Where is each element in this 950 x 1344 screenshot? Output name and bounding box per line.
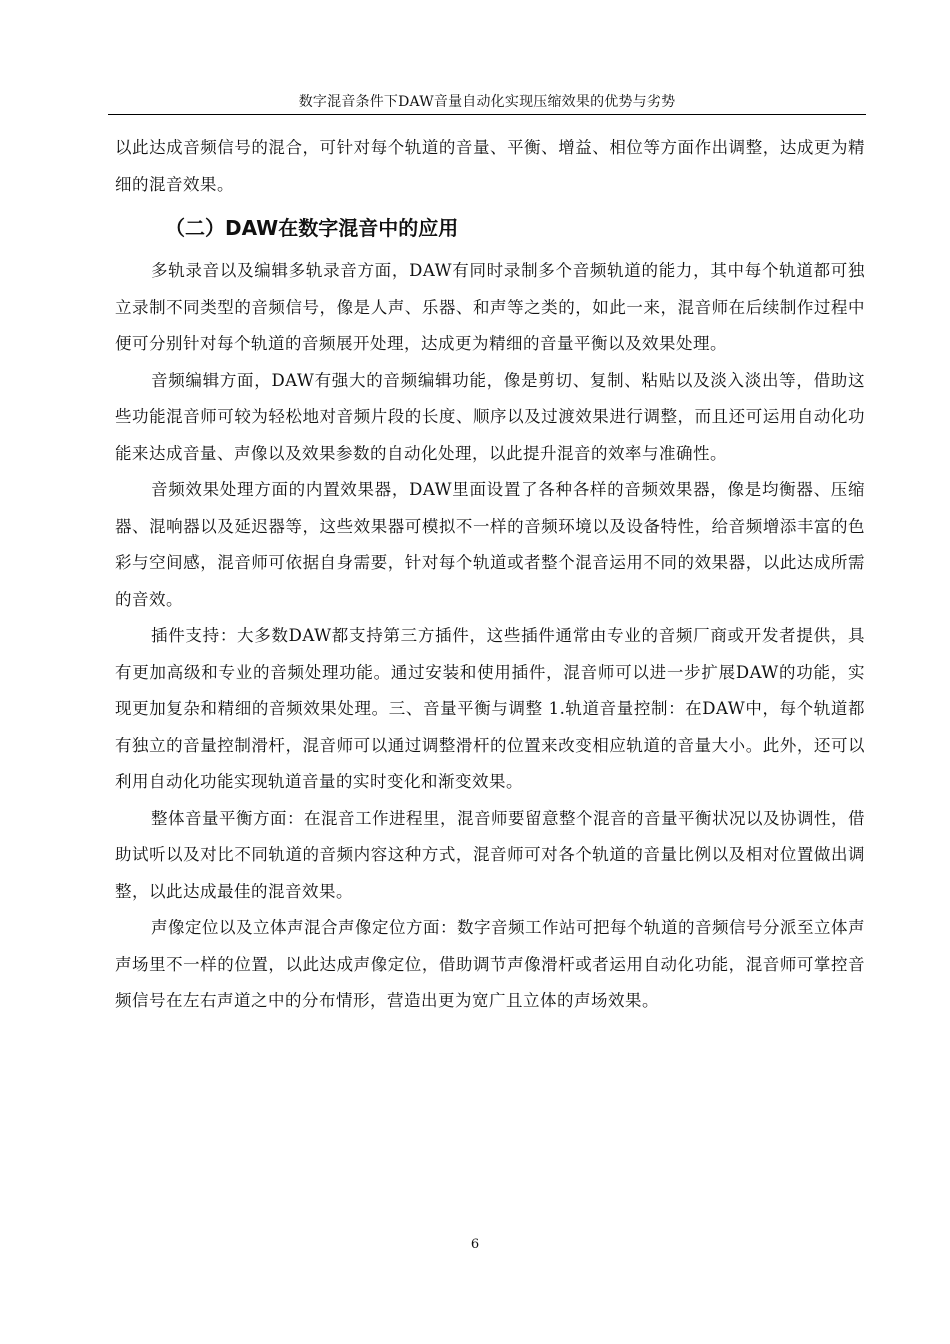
- body-text: [115, 130, 865, 1020]
- header-rule: [108, 114, 866, 115]
- paragraph-plugins: 插件支持：大多数DAW都支持第三方插件，这些插件通常由专业的音频厂商或开发者提供，具有更加高级和专业的音频处理功能。通过安装和使用插件，混音师可以进一步扩展DAW的功能，实现更加复杂和精细的音频效果处理。三、音量平衡与调整 1.轨道音量控制：在DAW中，每个轨道都有独立的音量控制滑杆，混音师可以通过调整滑杆的位置来改变相应轨道的音量大小。此外，还可以利用自动化功能实现轨道音量的实时变化和渐变效果。: [115, 626, 865, 791]
- section-heading: （二）DAW在数字混音中的应用: [165, 216, 459, 240]
- page-number: 6: [470, 1237, 480, 1252]
- intro-paragraph: 以此达成音频信号的混合，可针对每个轨道的音量、平衡、增益、相位等方面作出调整，达成更为精细的混音效果。: [115, 138, 865, 194]
- running-header: 数字混音条件下DAW音量自动化实现压缩效果的优势与劣势: [298, 94, 676, 110]
- paragraph-volume-balance: 整体音量平衡方面：在混音工作进程里，混音师要留意整个混音的音量平衡状况以及协调性，借助试听以及对比不同轨道的音频内容这种方式，混音师可对各个轨道的音量比例以及相对位置做出调整，以此达成最佳的混音效果。: [115, 808, 865, 901]
- paragraph-panning: 声像定位以及立体声混合声像定位方面：数字音频工作站可把每个轨道的音频信号分派至立体声声场里不一样的位置，以此达成声像定位，借助调节声像滑杆或者运用自动化功能，混音师可掌控音频信号在左右声道之中的分布情形，营造出更为宽广且立体的声场效果。: [115, 918, 865, 1010]
- paragraph-audio-editing: 音频编辑方面，DAW有强大的音频编辑功能，像是剪切、复制、粘贴以及淡入淡出等，借助这些功能混音师可较为轻松地对音频片段的长度、顺序以及过渡效果进行调整，而且还可运用自动化功能来达成音量、声像以及效果参数的自动化处理，以此提升混音的效率与准确性。: [115, 370, 865, 463]
- paragraph-multitrack: 多轨录音以及编辑多轨录音方面，DAW有同时录制多个音频轨道的能力，其中每个轨道都可独立录制不同类型的音频信号，像是人声、乐器、和声等之类的，如此一来，混音师在后续制作过程中便可分别针对每个轨道的音频展开处理，达成更为精细的音量平衡以及效果处理。: [115, 261, 865, 353]
- paragraph-effects: 音频效果处理方面的内置效果器，DAW里面设置了各种各样的音频效果器，像是均衡器、压缩器、混响器以及延迟器等，这些效果器可模拟不一样的音频环境以及设备特性，给音频增添丰富的色彩与空间感，混音师可依据自身需要，针对每个轨道或者整个混音运用不同的效果器，以此达成所需的音效。: [115, 480, 865, 609]
